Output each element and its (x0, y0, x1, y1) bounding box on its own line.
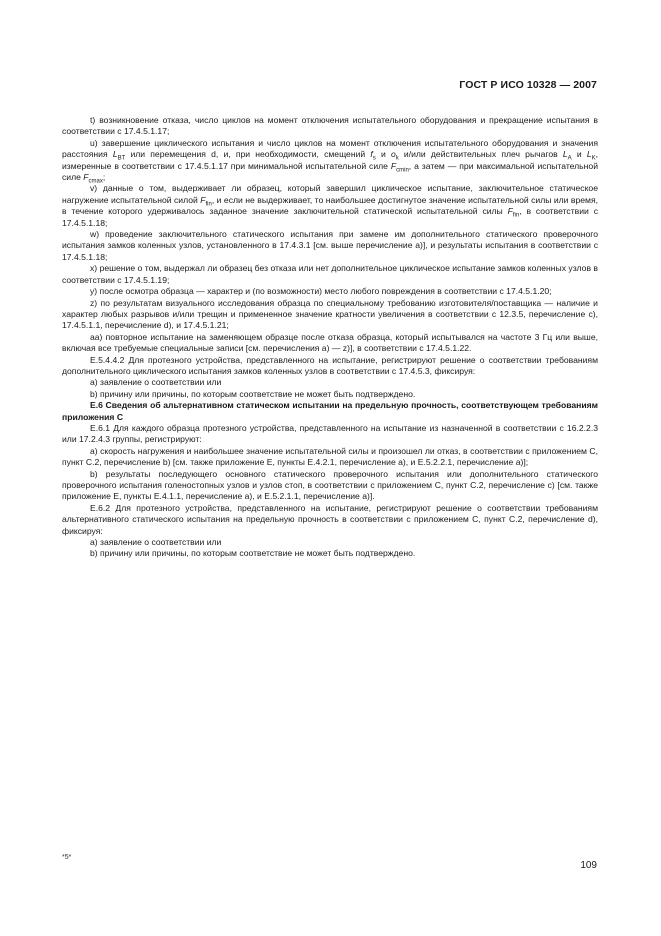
subscript: cmax (88, 178, 103, 185)
subscript: fin (205, 201, 212, 208)
paragraph-e62b (62, 548, 598, 559)
text-run: а) скорость нагружения и наибольшее значение испытательной силы и произошел ли отказ, в соответствии с приложением С, пункт С.2, перечисление b) [см. также приложение Е, пункты Е.4.2.1, перечисление а), и Е.5.2.2.1, перечисление а)]; (62, 445, 598, 468)
text-run: , а затем — при максимальной испытательной силе (62, 160, 598, 183)
text-run: t) возникновение отказа, число циклов на момент отключения испытательного оборудования и прекращение испытания в соответствии с 17.4.5.1.17; (62, 115, 598, 137)
text-run: , измеренные в соответствии с 17.4.5.1.17 при минимальной испытательной силе (62, 149, 599, 171)
page-number: 109 (580, 860, 597, 871)
text-run: , в соответствии с 17.4.5.1.18; (62, 206, 598, 228)
text-run: и (571, 149, 587, 160)
subscript: A (567, 155, 572, 162)
text-run: аа) повторное испытание на заменяющем образце после отказа образца, который испытывался на частоте 3 Гц или выше, включая все требуемые специальные записи [см. перечисления а) — z)], в соответствии с 17.4.5.1.22. (62, 331, 598, 354)
text-run: w) проведение заключительного статического испытания при замене им дополнительного статического проверочного испытания замков коленных узлов, установленного в 17.4.3.1 [см. выше перечисление а)], и результаты испытания в соответствии с 17.4.5.1.18; (62, 229, 598, 262)
paragraph-z (62, 298, 598, 332)
text-run: или перемещения d, и, при необходимости, смещений (125, 149, 371, 160)
math-symbol: L (562, 149, 568, 160)
text-run: и/или действительных плеч рычагов (398, 149, 563, 160)
text-run: , и если не выдерживает, то наибольшее достигнутое значение испытательной силы или время, в течение которого удерживалось заданное значение заключительной статической испытательной силы (62, 194, 598, 217)
subscript: s (372, 155, 376, 162)
text-run: y) после осмотра образца — характер и (по возможности) место любого повреждения в соответствии с 17.4.5.1.20; (90, 286, 552, 297)
text-run: b) причину или причины, по которым соответствие не может быть подтверждено. (90, 388, 416, 399)
paragraph-y (62, 286, 598, 297)
subscript: cmin (396, 167, 409, 174)
paragraph-e5442a (62, 377, 598, 388)
math-symbol: F (83, 172, 89, 183)
subscript: k (395, 155, 399, 162)
paragraph-u (62, 138, 598, 184)
footer-mark: *5* (62, 854, 72, 861)
paragraph-e61 (62, 423, 598, 446)
math-symbol: F (200, 194, 206, 205)
text-run: и (375, 149, 391, 160)
subscript: BT (117, 155, 126, 162)
math-symbol: o (390, 149, 396, 160)
paragraph-aa (62, 332, 598, 355)
math-symbol: L (586, 149, 592, 160)
subscript: fin (512, 212, 520, 219)
math-symbol: f (370, 149, 373, 160)
text-run: x) решение о том, выдержал ли образец без отказа или нет дополнительное циклическое испытание замков коленных узлов в соответствии с 17.4.5.1.19; (62, 263, 598, 285)
paragraph-e62 (62, 503, 598, 537)
text-run: b) результаты последующего основного статического проверочного испытания или дополнительного статического проверочного испытания голеностопных узлов и узлов стоп, в соответствии с приложением С, пункт С.2, перечисление с) [см. также приложение Е, пункты Е.4.1.1, перечисление а), и Е.5.2.1.1, перечисление а)]. (62, 468, 598, 502)
text-run: v) данные о том, выдерживает ли образец, который завершил циклическое испытание, заключительное статическое нагружение испытательной силой (62, 183, 598, 205)
paragraph-e6 (62, 400, 598, 423)
body-text (62, 115, 598, 560)
paragraph-e62a (62, 537, 598, 548)
text-run: а) заявление о соответствии или (90, 377, 222, 388)
paragraph-v (62, 183, 598, 229)
subscript: K (591, 155, 596, 162)
text-run: а) заявление о соответствии или (90, 537, 222, 548)
text-run: Е.6.2 Для протезного устройства, представленного на испытание, регистрируют решение о соответствии требованиям альтернативного статического испытания на предельную прочность в соответствии с приложением С, пункт С.2, перечисление d), фиксируя: (62, 502, 598, 536)
text-run: Е.6 Сведения об альтернативном статическом испытании на предельную прочность, соответствующем требованиям приложения С (62, 400, 598, 422)
paragraph-e61a (62, 446, 598, 469)
math-symbol: F (507, 206, 513, 217)
text-run: ; (102, 172, 106, 183)
paragraph-w (62, 229, 598, 263)
paragraph-x (62, 263, 598, 286)
text-run: b) причину или причины, по которым соответствие не может быть подтверждено. (90, 548, 416, 559)
text-run: u) завершение циклического испытания и число циклов на момент отключения испытательного оборудования и значения расстояния (62, 137, 598, 160)
standard-title: ГОСТ Р ИСО 10328 — 2007 (459, 79, 597, 91)
paragraph-e5442b (62, 389, 598, 400)
math-symbol: F (390, 160, 397, 171)
paragraph-e61b (62, 469, 598, 503)
paragraph-t (62, 115, 598, 138)
text-run: Е.5.4.4.2 Для протезного устройства, представленного на испытание, регистрируют решение о соответствии требованиям дополнительного циклического испытания замков коленных узлов в соответствии с 17.4.5.3, фиксируя: (62, 354, 598, 376)
text-run: Е.6.1 Для каждого образца протезного устройства, представленного на испытание из назначенной в соответствии с 16.2.2.3 или 17.2.4.3 группы, регистрируют: (62, 422, 598, 445)
text-run: z) по результатам визуального исследования образца по специальному требованию изготовителя/поставщика — наличие и характер любых разрывов и/или трещин и примененное значение кратности увеличения в соответствии с 12.3.5, перечисление с), 17.4.5.1.1, перечисление d), и 17.4.5.1.21; (62, 297, 598, 331)
math-symbol: L (112, 149, 118, 160)
paragraph-e5442 (62, 355, 598, 378)
